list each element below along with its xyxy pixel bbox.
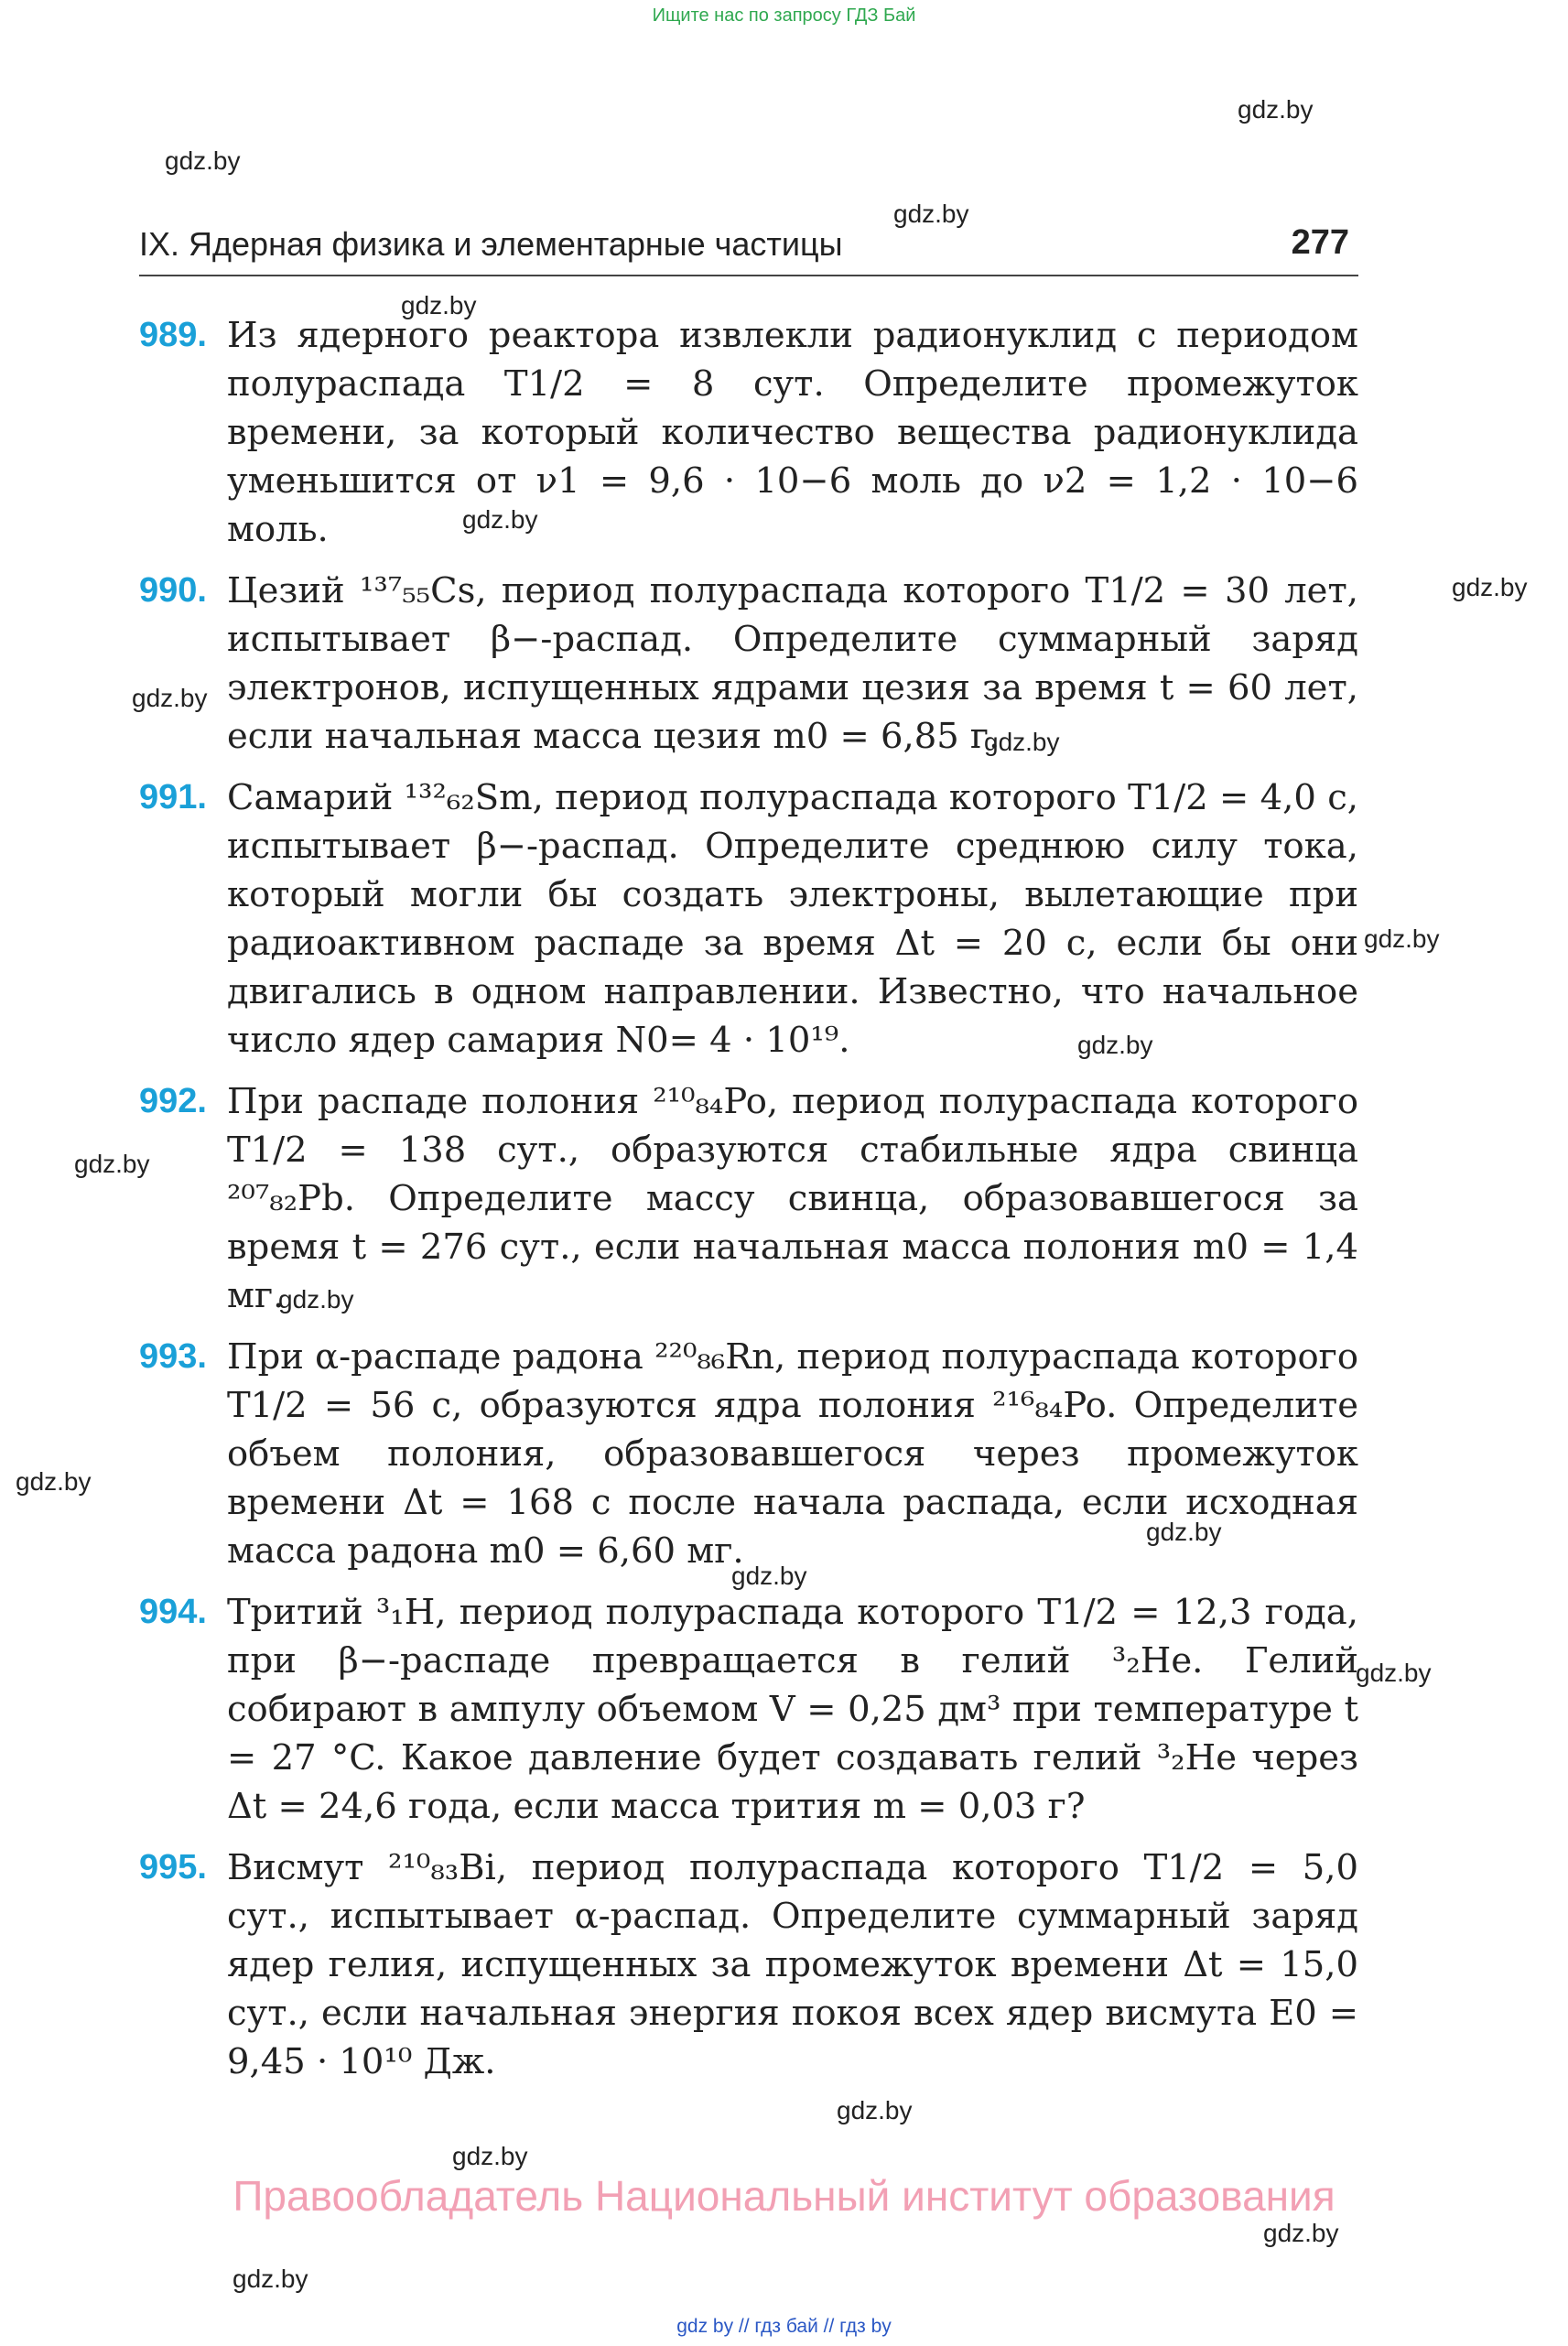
problem-text: Тритий ³₁H, период полураспада которого T1/2 = 12,3 года, при β−-распаде превращается в гелий ³₂He. Гелий собирают в ампулу объемом V = 0,25 дм³ при температуре t = 27 °C. Какое давление будет создавать гелий ³₂He через Δt = 24,6 года, если масса трития m = 0,03 г? xyxy=(227,1592,1358,1827)
rights-holder: Правообладатель Национальный институт образования xyxy=(232,2172,1336,2220)
bottom-links[interactable]: gdz by // гдз бай // гдз by xyxy=(676,2316,892,2337)
watermark: gdz.by xyxy=(1146,1518,1222,1546)
watermark: gdz.by xyxy=(1238,95,1314,124)
watermark: gdz.by xyxy=(984,728,1060,756)
watermark: gdz.by xyxy=(1077,1031,1153,1059)
watermark: gdz.by xyxy=(1263,2219,1339,2247)
problem-992 xyxy=(139,1077,1358,1320)
problem-number: 992. xyxy=(139,1082,207,1120)
problem-text: При α-распаде радона ²²⁰₈₆Rn, период полураспада которого T1/2 = 56 с, образуются ядра полония ²¹⁶₈₄Po. Определите объем полония, образовавшегося через промежуток времени Δt = 168 с после начала распада, если исходная масса радона m0 = 6,60 мг. xyxy=(227,1336,1358,1572)
problem-text: Из ядерного реактора извлекли радионуклид с периодом полураспада T1/2 = 8 сут. Определите промежуток времени, за который количество вещества радионуклида уменьшится от ν1 = 9,6 · 10−6 моль до ν2 = 1,2 · 10−6 моль. xyxy=(227,315,1358,550)
problem-text: Висмут ²¹⁰₈₃Bi, период полураспада которого T1/2 = 5,0 сут., испытывает α-распад. Определите суммарный заряд ядер гелия, испущенных за промежуток времени Δt = 15,0 сут., если начальная энергия покоя всех ядер висмута E0 = 9,45 · 10¹⁰ Дж. xyxy=(227,1847,1358,2082)
watermark: gdz.by xyxy=(1364,924,1440,953)
problem-number: 989. xyxy=(139,316,207,354)
problem-number: 994. xyxy=(139,1593,207,1631)
problem-number: 993. xyxy=(139,1337,207,1376)
problem-995 xyxy=(139,1843,1358,2086)
watermark: gdz.by xyxy=(731,1562,807,1590)
watermark: gdz.by xyxy=(16,1467,92,1496)
problem-text: Самарий ¹³²₆₂Sm, период полураспада которого T1/2 = 4,0 с, испытывает β−-распад. Определите среднюю силу тока, который могли бы создать электроны, вылетающие при радиоактивном распаде за время Δt = 20 с, если бы они двигались в одном направлении. Известно, что начальное число ядер самария N0= 4 · 10¹⁹. xyxy=(227,777,1358,1061)
problem-990 xyxy=(139,567,1358,761)
watermark: gdz.by xyxy=(165,146,241,175)
watermark: gdz.by xyxy=(1452,573,1528,601)
watermark: gdz.by xyxy=(1356,1659,1432,1687)
problem-989 xyxy=(139,311,1358,554)
watermark: gdz.by xyxy=(278,1285,354,1314)
problem-number: 990. xyxy=(139,571,207,610)
watermark: gdz.by xyxy=(74,1150,150,1178)
problem-991 xyxy=(139,773,1358,1065)
problem-994 xyxy=(139,1588,1358,1831)
problem-list xyxy=(139,311,1358,2099)
watermark: gdz.by xyxy=(132,684,208,712)
watermark: gdz.by xyxy=(837,2096,913,2124)
watermark: gdz.by xyxy=(232,2265,308,2293)
watermark: gdz.by xyxy=(401,291,477,319)
page-number: 277 xyxy=(1291,223,1349,262)
watermark: gdz.by xyxy=(893,200,969,228)
watermark: gdz.by xyxy=(452,2142,528,2170)
problem-number: 991. xyxy=(139,778,207,816)
watermark: gdz.by xyxy=(462,505,538,534)
problem-text: Цезий ¹³⁷₅₅Cs, период полураспада которого T1/2 = 30 лет, испытывает β−-распад. Определите суммарный заряд электронов, испущенных ядрами цезия за время t = 60 лет, если начальная масса цезия m0 = 6,85 г. xyxy=(227,570,1358,757)
chapter-title: IX. Ядерная физика и элементарные частицы xyxy=(139,225,843,263)
top-search-link[interactable]: Ищите нас по запросу ГДЗ Бай xyxy=(652,5,916,26)
problem-text: При распаде полония ²¹⁰₈₄Po, период полураспада которого T1/2 = 138 сут., образуются стабильные ядра свинца ²⁰⁷₈₂Pb. Определите массу свинца, образовавшегося за время t = 276 сут., если начальная масса полония m0 = 1,4 мг. xyxy=(227,1081,1358,1316)
page-header xyxy=(139,222,1358,276)
problem-993 xyxy=(139,1333,1358,1575)
problem-number: 995. xyxy=(139,1848,207,1887)
